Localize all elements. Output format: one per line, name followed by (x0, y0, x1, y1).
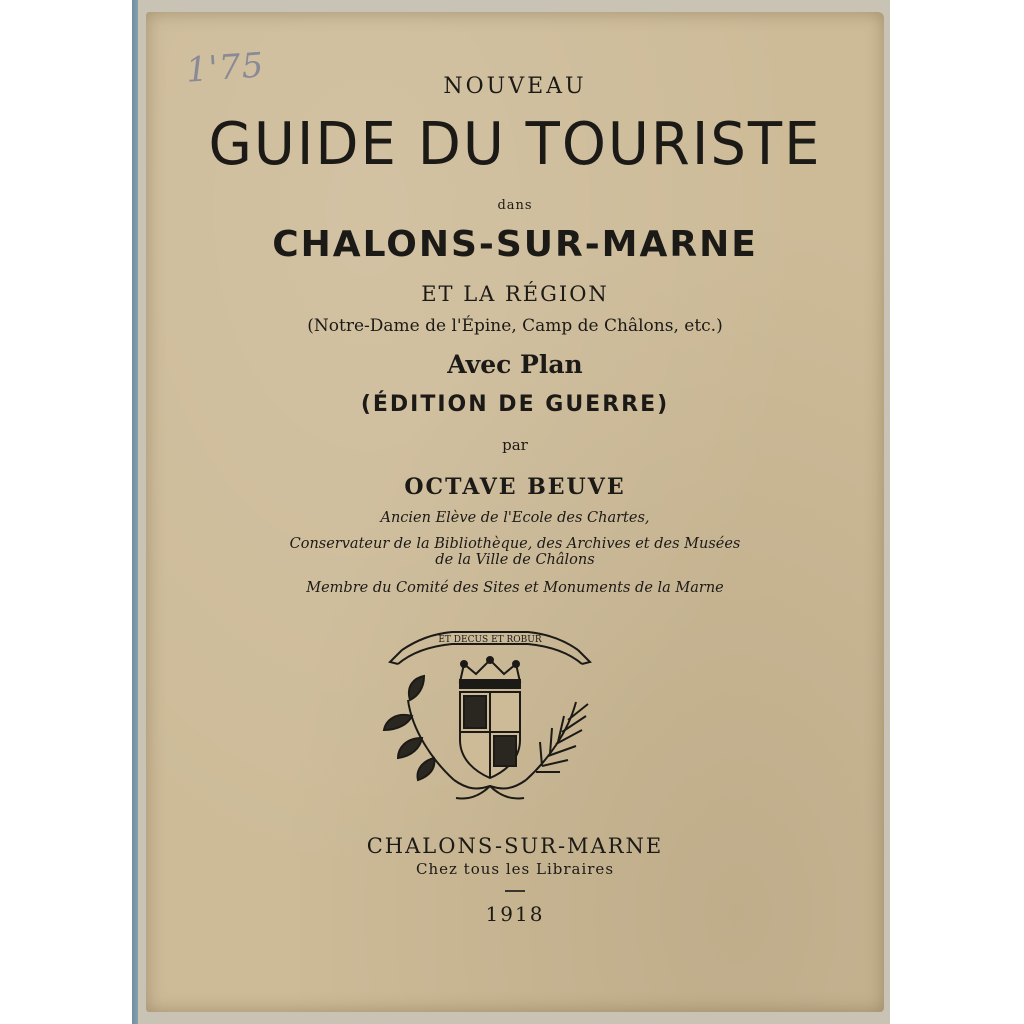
with-plan-label: Avec Plan (447, 350, 583, 379)
divider (505, 890, 525, 892)
places-subtitle: (Notre-Dame de l'Épine, Camp de Châlons, etc.) (307, 316, 723, 336)
title-connector: dans (497, 198, 533, 213)
publisher-note: Chez tous les Libraires (415, 860, 615, 878)
series-label: NOUVEAU (443, 74, 587, 99)
coat-of-arms-emblem (372, 620, 608, 810)
publication-year: 1918 (485, 902, 545, 926)
author-credential: Ancien Elève de l'Ecole des Chartes, (380, 510, 650, 526)
book-title: GUIDE DU TOURISTE (208, 110, 822, 179)
author-credential: Membre du Comité des Sites et Monuments de la Marne (306, 580, 724, 596)
edition-label: (ÉDITION DE GUERRE) (360, 392, 670, 417)
publisher-city: CHALONS-SUR-MARNE (366, 834, 664, 858)
author-name: OCTAVE BEUVE (404, 474, 626, 500)
emblem-motto: ET DECUS ET ROBUR (438, 635, 542, 645)
by-label: par (502, 436, 528, 454)
city-heading: CHALONS-SUR-MARNE (272, 224, 758, 265)
author-credential: de la Ville de Châlons (435, 552, 595, 568)
region-heading: ET LA RÉGION (421, 282, 609, 306)
author-credential: Conservateur de la Bibliothèque, des Archives et des Musées (289, 536, 741, 552)
handwritten-note: 1'75 (184, 45, 266, 91)
